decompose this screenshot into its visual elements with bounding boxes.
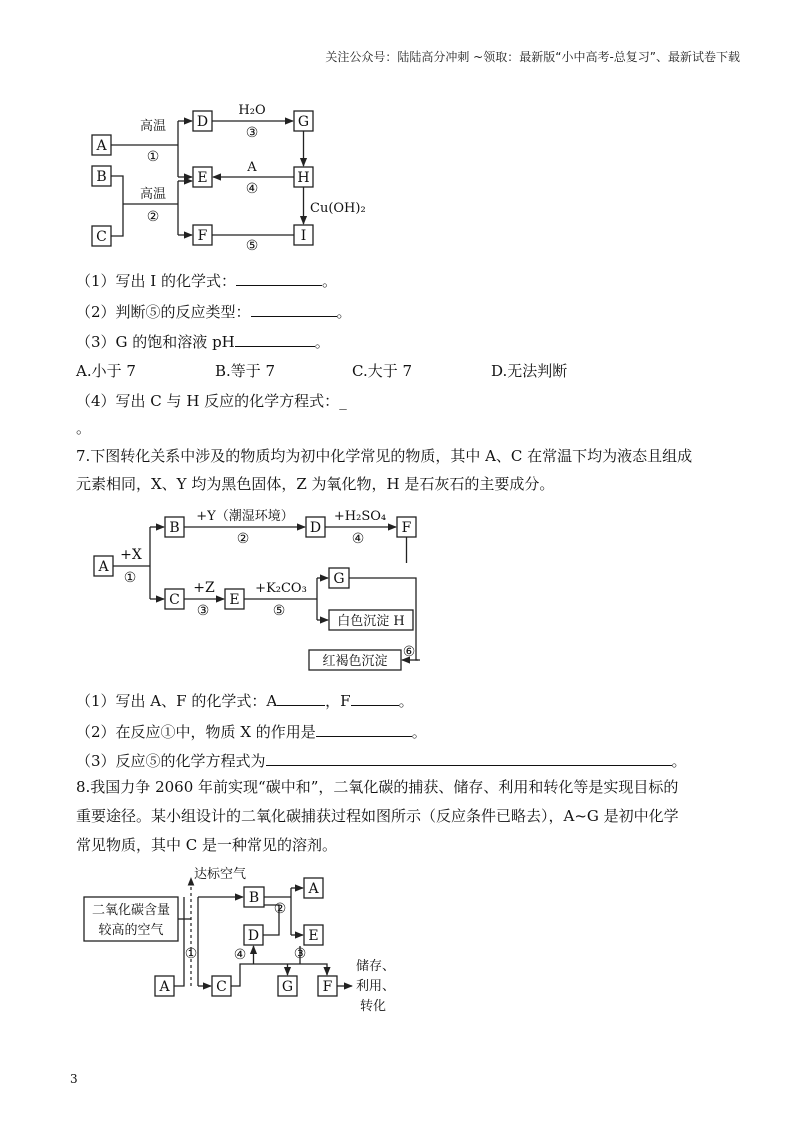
page-number: 3 — [70, 1072, 78, 1086]
r1-number: ① — [123, 570, 137, 586]
node-a-product: A — [308, 881, 319, 897]
node-i: I — [300, 228, 307, 244]
node-g: G — [281, 979, 294, 995]
r5-number: ⑤ — [245, 238, 259, 254]
h-to-i-reagent: Cu(OH)₂ — [310, 201, 366, 216]
r2-number: ② — [146, 209, 160, 225]
r4-condition: +H₂SO₄ — [333, 509, 387, 524]
r3-condition: H₂O — [238, 103, 266, 118]
q6-option-a[interactable]: A.小于 7 — [76, 362, 136, 380]
node-g: G — [333, 571, 345, 587]
q8-stem-line3: 常见物质，其中 C 是一种常见的溶剂。 — [76, 836, 338, 854]
node-f: F — [322, 979, 333, 995]
q6-option-d[interactable]: D.无法判断 — [491, 362, 568, 380]
q6-part3: （3）G 的饱和溶液 pH 。 — [76, 330, 330, 352]
q7-part3: （3）反应⑤的化学方程式为 。 — [76, 749, 687, 771]
r3-number: ③ — [293, 946, 307, 962]
node-h: H — [297, 170, 310, 186]
air-box-line1: 二氧化碳含量 — [91, 903, 171, 918]
r1-number: ① — [146, 149, 160, 165]
r2-number: ② — [236, 531, 250, 547]
node-b: B — [169, 520, 180, 536]
page-header: 关注公众号：陆陆高分冲刺 ~领取：最新版“小中高考-总复习”、最新试卷下载 — [325, 50, 740, 64]
node-c: C — [96, 229, 107, 245]
q6-part1: （1）写出 I 的化学式： 。 — [76, 269, 337, 291]
r4-number: ④ — [233, 947, 247, 963]
q6-part4-end: 。 — [76, 419, 92, 437]
r1-condition: 高温 — [139, 119, 167, 134]
r3-condition: +Z — [193, 580, 215, 596]
node-d: D — [247, 928, 260, 944]
r3-number: ③ — [245, 125, 259, 141]
r5-condition: +K₂CO₃ — [255, 581, 307, 596]
usage-label-2: 利用、 — [356, 979, 396, 994]
node-b: B — [96, 169, 107, 185]
q6-part4: （4）写出 C 与 H 反应的化学方程式：_ — [76, 392, 347, 410]
node-e: E — [308, 928, 319, 944]
usage-label-3: 转化 — [360, 999, 387, 1014]
r3-number: ③ — [196, 603, 210, 619]
node-a: A — [98, 559, 109, 575]
node-a: A — [159, 979, 170, 995]
node-c: C — [216, 979, 227, 995]
q6-option-b[interactable]: B.等于 7 — [215, 362, 276, 380]
r2-number: ② — [273, 901, 287, 917]
r1-number: ① — [184, 946, 198, 962]
q7-stem-line2: 元素相同，X、Y 均为黑色固体，Z 为氧化物，H 是石灰石的主要成分。 — [76, 475, 555, 493]
node-e: E — [197, 170, 208, 186]
q6-part2: （2）判断⑤的反应类型： 。 — [76, 300, 352, 322]
r2-condition: 高温 — [139, 187, 167, 202]
node-red-brown-precipitate: 红褐色沉淀 — [322, 654, 388, 669]
air-box-line2: 较高的空气 — [98, 923, 164, 938]
r4-condition: A — [247, 160, 257, 175]
q7-stem-line1: 7.下图转化关系中涉及的物质均为初中化学常见的物质，其中 A、C 在常温下均为液态且组成 — [76, 447, 693, 465]
q7-part2: （2）在反应①中，物质 X 的作用是 。 — [76, 720, 427, 742]
node-f: F — [401, 520, 412, 536]
node-e: E — [229, 592, 240, 608]
node-a: A — [96, 138, 107, 154]
node-h: 白色沉淀 H — [337, 614, 405, 629]
q8-stem-line2: 重要途径。某小组设计的二氧化碳捕获过程如图所示（反应条件已略去），A~G 是初中化学 — [76, 807, 679, 825]
r6-number: ⑥ — [402, 644, 416, 660]
r4-number: ④ — [245, 181, 259, 197]
q8-stem-line1: 8.我国力争 2060 年前实现“碳中和”，二氧化碳的捕获、储存、利用和转化等是实现目标的 — [76, 778, 679, 796]
node-d: D — [196, 114, 209, 130]
r4-number: ④ — [351, 531, 365, 547]
r1-condition: +X — [120, 547, 142, 563]
q6-option-c[interactable]: C.大于 7 — [352, 362, 413, 380]
node-c: C — [169, 592, 180, 608]
node-g: G — [297, 114, 310, 130]
usage-label-1: 储存、 — [356, 959, 396, 974]
qualified-air-label: 达标空气 — [194, 867, 247, 882]
q7-part1: （1）写出 A、F 的化学式：A ，F 。 — [76, 689, 414, 711]
r5-number: ⑤ — [272, 603, 286, 619]
node-f: F — [197, 228, 208, 244]
node-d: D — [309, 520, 322, 536]
r2-condition: +Y（潮湿环境） — [196, 509, 294, 524]
node-b: B — [248, 890, 260, 906]
